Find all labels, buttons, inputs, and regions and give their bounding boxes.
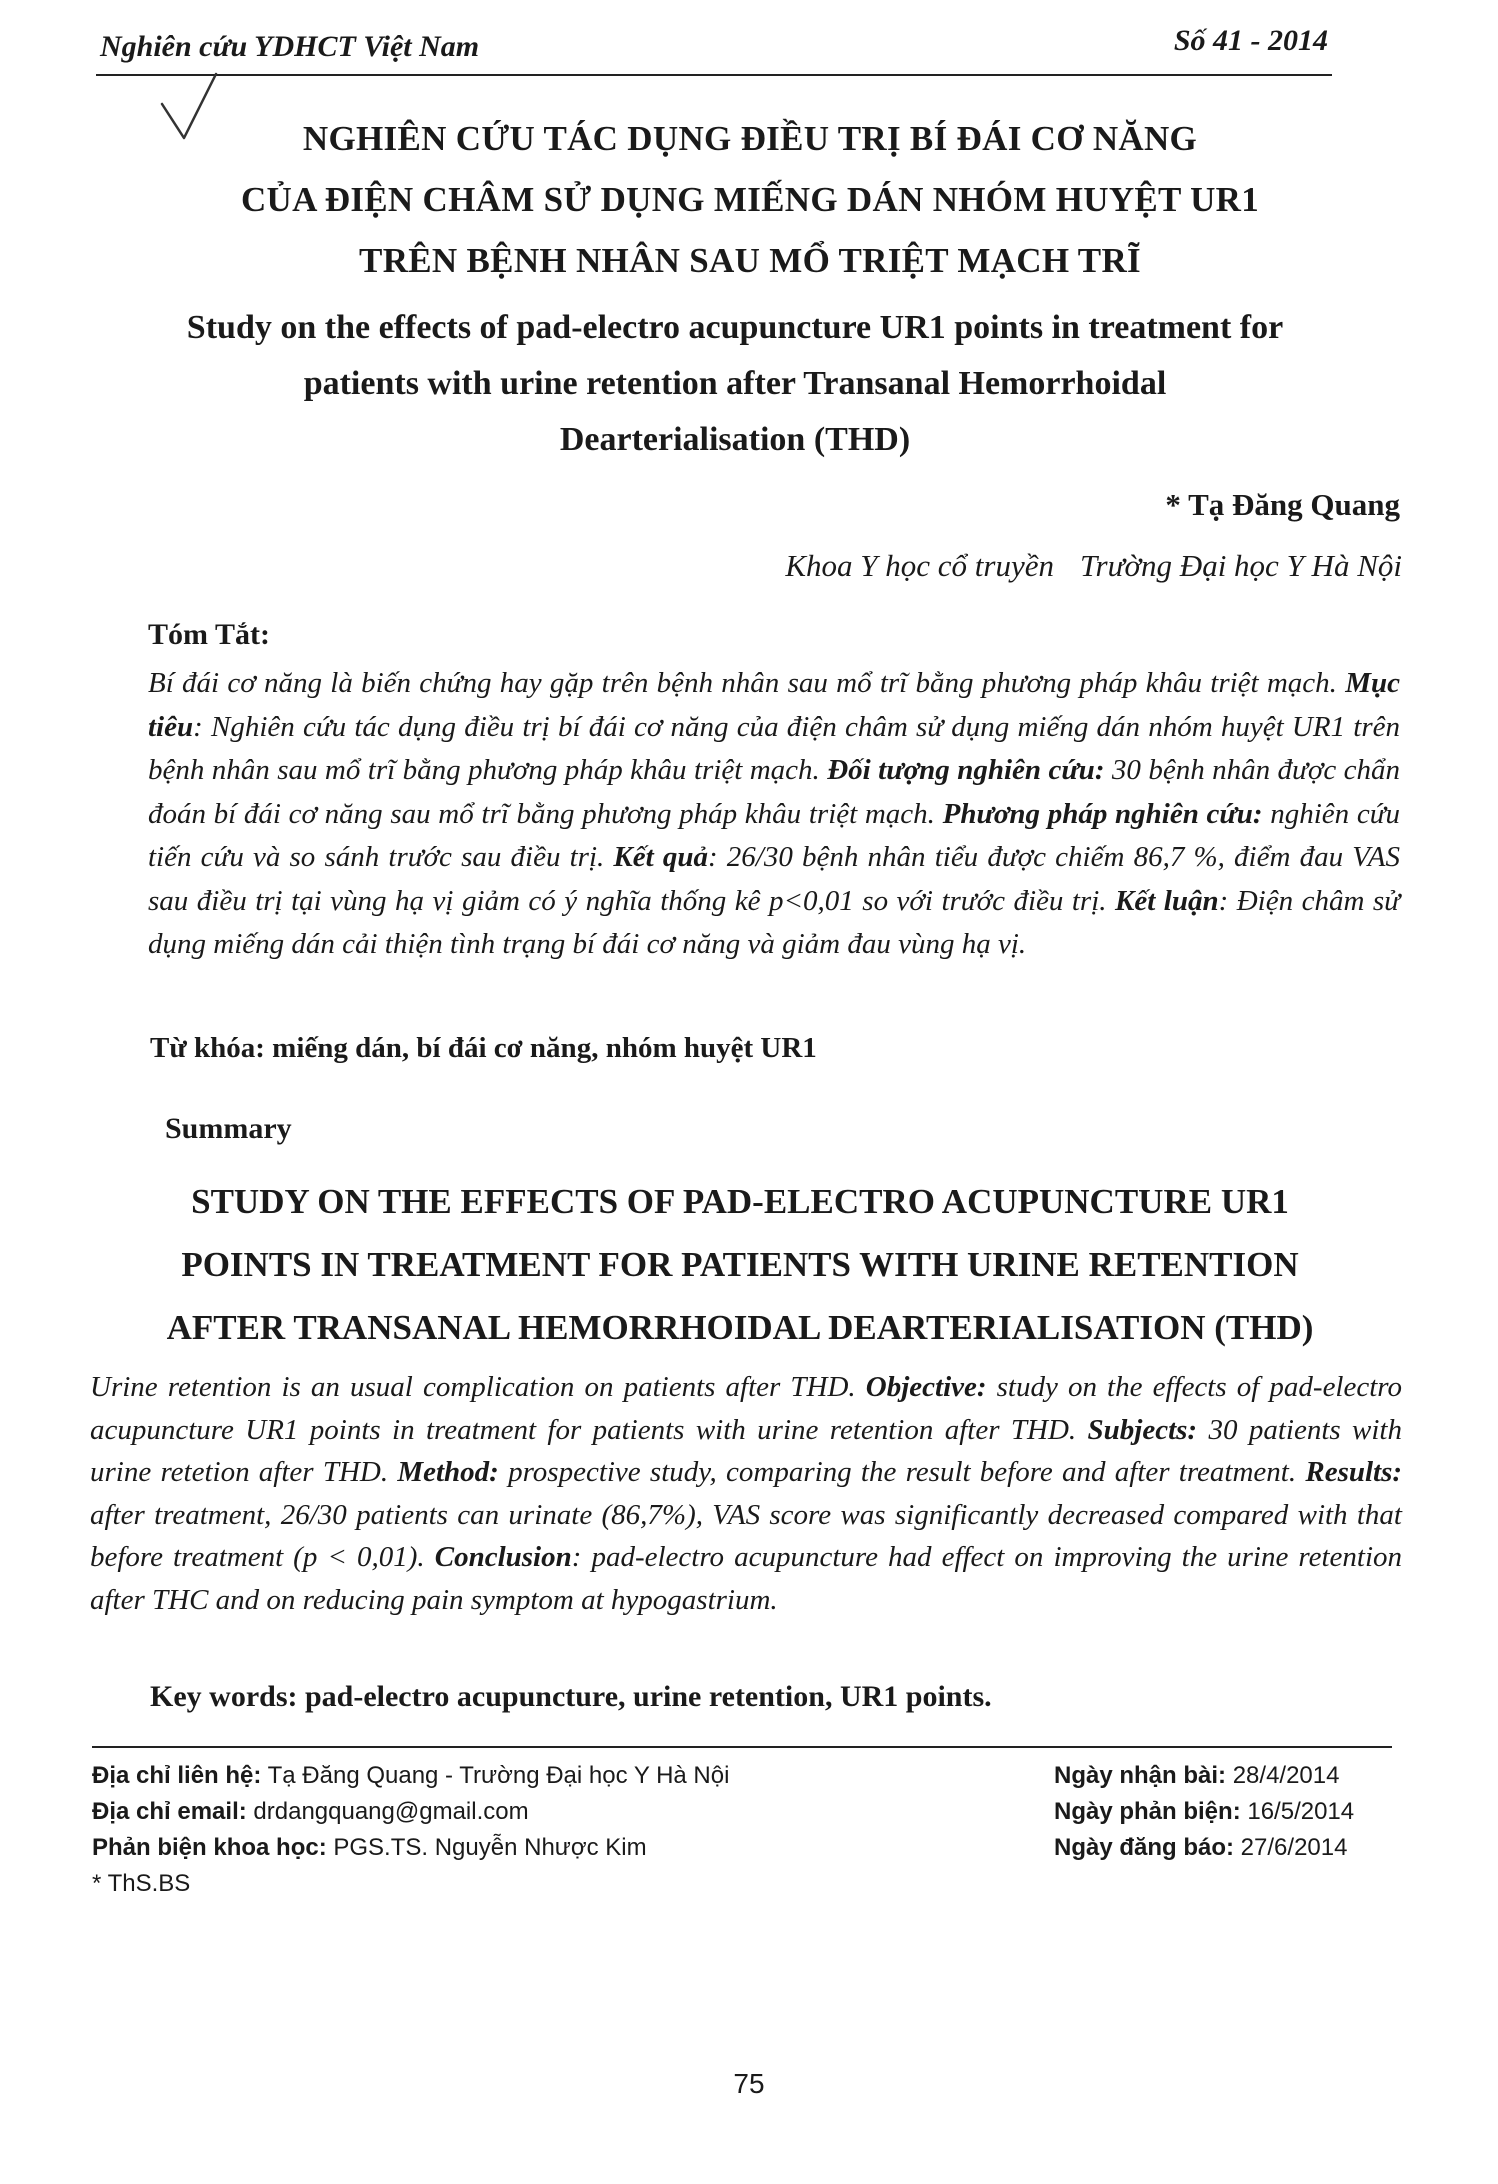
author-name: * Tạ Đăng Quang [1165, 487, 1400, 522]
email-value: drdangquang@gmail.com [246, 1798, 529, 1825]
journal-name: Nghiên cứu YDHCT Việt Nam [100, 30, 480, 63]
keywords-vietnamese: Từ khóa: miếng dán, bí đái cơ năng, nhóm huyệt UR1 [150, 1032, 817, 1064]
issue-number: Số 41 - 2014 [1173, 24, 1328, 57]
summary-results-label: Results: [1305, 1456, 1403, 1488]
title-en-line: Study on the effects of pad-electro acupuncture UR1 points in treatment for [186, 309, 1284, 346]
title-vi-line: TRÊN BỆNH NHÂN SAU MỔ TRIỆT MẠCH TRĨ [359, 241, 1141, 280]
published-label: Ngày đăng báo: [1054, 1834, 1235, 1861]
contact-line [92, 1758, 729, 1794]
method-text: nghiên cứu tiến cứu và so sánh trước sau điều trị. [148, 797, 1401, 873]
contact-value: Tạ Đăng Quang - Trường Đại học Y Hà Nội [261, 1762, 730, 1789]
footer-rule [92, 1746, 1392, 1748]
method-label: Phương pháp nghiên cứu: [942, 797, 1263, 830]
summary-objective-text: study on the effects of pad-electro acupuncture UR1 points in treatment for patients with urine retention after THD. [90, 1371, 1403, 1446]
contact-label: Địa chỉ liên hệ: [92, 1762, 262, 1789]
summary-english [90, 1366, 1402, 1621]
affiliation-school: Trường Đại học Y Hà Nội [1080, 548, 1402, 583]
received-value: 28/4/2014 [1226, 1762, 1340, 1789]
reviewer-value: PGS.TS. Nguyễn Nhược Kim [326, 1834, 647, 1861]
summary-subjects-text: 30 patients with urine retetion after THD. [90, 1413, 1402, 1488]
summary-title-line: POINTS IN TREATMENT FOR PATIENTS WITH URINE RETENTION [181, 1245, 1299, 1284]
conclusion-text: : Điện châm sử dụng miếng dán cải thiện tình trạng bí đái cơ năng và giảm đau vùng hạ vị. [148, 884, 1401, 960]
reviewer-line [92, 1830, 729, 1866]
published-value: 27/6/2014 [1234, 1834, 1348, 1861]
objective-text: : Nghiên cứu tác dụng điều trị bí đái cơ năng của điện châm sử dụng miếng dán nhóm huyệt UR1 trên bệnh nhân sau mổ trĩ bằng phương pháp khâu triệt mạch. [148, 710, 1400, 786]
received-line [1054, 1758, 1354, 1794]
article-title-english [100, 300, 1370, 468]
abstract-vietnamese [148, 662, 1400, 967]
summary-subjects-label: Subjects: [1087, 1413, 1198, 1446]
header-rule [96, 74, 1332, 76]
running-header [100, 24, 1328, 76]
summary-intro: Urine retention is an usual complication on patients after THD. [90, 1371, 856, 1403]
affiliation [785, 548, 1402, 584]
received-label: Ngày nhận bài: [1054, 1762, 1227, 1789]
title-en-line: Dearterialisation (THD) [559, 421, 911, 458]
reviewer-label: Phản biện khoa học: [92, 1834, 327, 1861]
summary-title-line: STUDY ON THE EFFECTS OF PAD-ELECTRO ACUPUNCTURE UR1 [191, 1182, 1289, 1221]
conclusion-label: Kết luận [1115, 884, 1219, 917]
review-line [1054, 1794, 1354, 1830]
footer-dates-block [1054, 1758, 1354, 1866]
title-vi-line: CỦA ĐIỆN CHÂM SỬ DỤNG MIẾNG DÁN NHÓM HUYỆT UR1 [240, 180, 1260, 219]
summary-objective-label: Objective: [865, 1371, 987, 1403]
results-label: Kết quả [613, 841, 708, 873]
page-number: 75 [733, 2068, 765, 2099]
summary-conclusion-text: : pad-electro acupuncture had effect on improving the urine retention after THC and on reducing pain symptom at hypogastrium. [90, 1541, 1403, 1616]
summary-title [100, 1170, 1380, 1359]
email-line [92, 1794, 729, 1830]
review-label: Ngày phản biện: [1054, 1798, 1241, 1825]
abstract-intro: Bí đái cơ năng là biến chứng hay gặp trên bệnh nhân sau mổ trĩ bằng phương pháp khâu triệt mạch. [148, 667, 1337, 699]
subjects-label: Đối tượng nghiên cứu: [827, 754, 1105, 786]
summary-conclusion-label: Conclusion [434, 1541, 572, 1573]
footer-contact-block [92, 1758, 729, 1902]
subjects-text: 30 bệnh nhân được chẩn đoán bí đái cơ năng sau mổ trĩ bằng phương pháp khâu triệt mạch. [148, 754, 1401, 830]
review-value: 16/5/2014 [1240, 1798, 1355, 1825]
summary-heading: Summary [165, 1112, 292, 1145]
abstract-heading: Tóm Tắt: [148, 618, 270, 651]
title-vi-line: NGHIÊN CỨU TÁC DỤNG ĐIỀU TRỊ BÍ ĐÁI CƠ NĂNG [302, 119, 1198, 158]
author-degree: * ThS.BS [92, 1870, 191, 1897]
title-en-line: patients with urine retention after Transanal Hemorrhoidal [303, 365, 1167, 402]
objective-label: Mục tiêu [148, 667, 1401, 743]
results-text: : 26/30 bệnh nhân tiểu được chiếm 86,7 %, điểm đau VAS sau điều trị tại vùng hạ vị giảm có ý nghĩa thống kê p<0,01 so với trước điều trị. [148, 841, 1400, 917]
summary-title-line: AFTER TRANSANAL HEMORRHOIDAL DEARTERIALISATION (THD) [166, 1308, 1314, 1347]
summary-method-text: prospective study, comparing the result before and after treatment. [498, 1456, 1297, 1488]
article-title-vietnamese [160, 108, 1340, 291]
summary-method-label: Method: [397, 1456, 499, 1488]
keywords-english: Key words: pad-electro acupuncture, urine retention, UR1 points. [150, 1680, 992, 1713]
affiliation-dept: Khoa Y học cổ truyền [785, 548, 1055, 583]
email-label: Địa chỉ email: [92, 1798, 247, 1825]
summary-results-text: after treatment, 26/30 patients can urinate (86,7%), VAS score was significantly decreased compared with that before treatment (p < 0,01). [90, 1498, 1402, 1573]
published-line [1054, 1830, 1354, 1866]
